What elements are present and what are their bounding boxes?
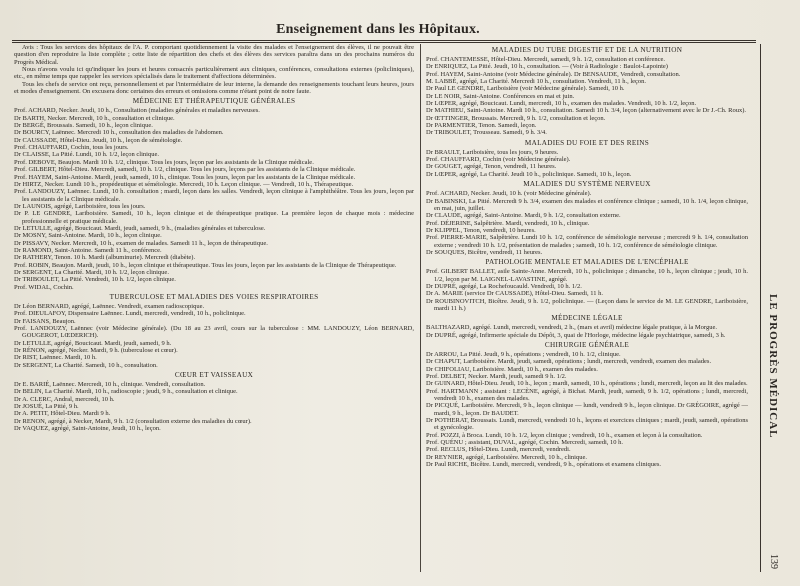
- section-heading: CŒUR ET VAISSEAUX: [174, 371, 254, 380]
- schedule-entry: Prof. QUÉNU ; assistant, DUVAL, agrégé, Cochin. Mercredi, samedi, 10 h.: [426, 439, 624, 447]
- schedule-entry: Prof. CHANTEMESSE, Hôtel-Dieu. Mercredi, samedi, 9 h. 1/2, consultation et conférence.: [426, 56, 665, 63]
- column-divider: [420, 44, 421, 572]
- schedule-entry: Dr CHAPUT, Lariboisière. Mardi, jeudi, samedi, opérations ; lundi, mercredi, vendredi, examen des malades.: [426, 358, 712, 366]
- schedule-entry: Dr MATHIEU, Saint-Antoine. Mardi 10 h., consultation. Samedi 10 h. 3/4, leçon (alternativement avec le Dr J.-Ch. Roux).: [426, 107, 747, 115]
- schedule-entry: Dr LETULLE, agrégé, Boucicaut. Mardi, jeudi, samedi, 9 h., (maladies générales et tuberculose.: [14, 224, 266, 232]
- schedule-entry: Dr MOSNY, Saint-Antoine. Mardi, 10 h., leçon clinique.: [14, 232, 162, 240]
- schedule-entry: Dr RATHERY, Tenon. 10 h. Mardi (albuminurie). Mercredi (diabète).: [14, 254, 196, 262]
- section: [426, 258, 748, 312]
- side-margin: [760, 44, 787, 572]
- schedule-entry: Dr SERGENT, La Charité. Mardi, 10 h. 1/2, leçon clinique.: [14, 268, 169, 276]
- schedule-entry: Dr REYNIER, agrégé, Lariboisière. Mercredi, 10 h., clinique.: [426, 453, 588, 461]
- schedule-entry: Dr DUPRÉ, agrégé, Infirmerie spéciale du Dépôt, 3, quai de l'Horloge, médecine légale psychiatrique, samedi, 3 h.: [426, 331, 726, 339]
- schedule-entry: Prof. LANDOUZY, Laënnec (voir Médecine générale). (Du 18 au 23 avril, cours sur la tuberculose : MM. LANDOUZY, Léon BERNARD, GOUGEROT, LŒDERICH).: [14, 325, 414, 340]
- title-rule: [12, 40, 756, 41]
- section-heading: MALADIES DU TUBE DIGESTIF ET DE LA NUTRITION: [491, 46, 683, 54]
- schedule-entry: Dr BOURCY, Laënnec. Mercredi 10 h., consultation des maladies de l'abdomen.: [14, 129, 224, 137]
- right-column: [426, 44, 748, 574]
- schedule-entry: Dr RAMOND, Saint-Antoine. Samedi 11 h., conférence.: [14, 246, 162, 254]
- section-heading: PATHOLOGIE MENTALE ET MALADIES DE L'ENCÉPHALE: [485, 258, 689, 267]
- section-heading: MÉDECINE ET THÉRAPEUTIQUE GÉNÉRALES: [132, 97, 296, 106]
- left-column: [14, 44, 414, 574]
- section: [426, 46, 748, 137]
- schedule-entry: Dr SOUQUES, Bicêtre, vendredi, 11 heures.: [426, 248, 543, 256]
- schedule-entry: Dr GUINARD, Hôtel-Dieu. Jeudi, 10 h., leçon ; mardi, samedi, 10 h., opérations ; lundi, mercredi, leçon au lit des malades.: [426, 380, 748, 388]
- schedule-entry: Prof. DÉJERINE, Salpêtrière. Mardi, vendredi, 10 h., clinique.: [426, 219, 590, 227]
- schedule-entry: Prof. GILBERT BALLET, asile Sainte-Anne. Mercredi, 10 h., policlinique ; dimanche, 10 h., leçon clinique ; jeudi, 10 h. 1/2, leçon par M. LAIGNEL-LAVASTINE, agrégé.: [426, 268, 748, 283]
- schedule-entry: Prof. DELBET, Necker. Mardi, jeudi, samedi 9 h. 1/2.: [426, 373, 567, 381]
- schedule-entry: Dr CLAUDE, agrégé, Saint-Antoine. Mardi, 9 h. 1/2, consultation externe.: [426, 212, 621, 220]
- schedule-entry: Dr VAQUEZ, agrégé, Saint-Antoine, Jeudi, 10 h., leçon.: [14, 425, 161, 433]
- schedule-entry: Dr PARMENTIER, Tenon. Samedi, leçon.: [426, 122, 537, 130]
- schedule-entry: Dr LAUNOIS, agrégé, Lariboisière, tous les jours.: [14, 202, 146, 210]
- schedule-entry: Dr Paul RICHE, Bicêtre. Lundi, mercredi, vendredi, 9 h., opérations et examens cliniques.: [426, 461, 662, 469]
- intro-paragraph: Avis : Tous les services des hôpitaux de l'A. P. comportant quotidiennement la visite des malades et l'enseignement des élèves, il ne pouvait être question d'en reproduire la liste complète ; cette liste de répartition des chefs et des élèves des services paraîtra dans un des prochains numéros du Progrès Médical.: [14, 44, 414, 66]
- schedule-entry: Dr LE NOIR, Saint-Antoine. Conférences en mai et juin.: [426, 92, 575, 100]
- schedule-entry: Dr TRIBOULET, Trousseau. Samedi, 9 h. 3/4.: [426, 129, 547, 137]
- schedule-entry: Dr ENRIQUEZ, La Pitié. Jeudi, 10 h., consultation. — (Voir à Radiologie : Baulot-Lapointe): [426, 63, 668, 71]
- schedule-entry: Dr BRAULT, Lariboisière, tous les jours, 9 heures.: [426, 148, 559, 156]
- schedule-entry: Prof. HAYEM, Saint-Antoine. Mardi, jeudi, samedi, 10 h., clinique. Tous les jours, leçon par les assistants de la Clinique médicale.: [14, 173, 356, 181]
- schedule-entry: Dr TRIBOULET, La Pitié. Vendredi, 10 h. 1/2, leçon clinique.: [14, 276, 176, 284]
- schedule-entry: Dr RÉNON, agrégé, Necker. Mardi, 9 h. (tuberculose et cœur).: [14, 347, 178, 355]
- schedule-entry: Dr A. PETIT, Hôtel-Dieu. Mardi 9 h.: [14, 410, 111, 418]
- schedule-entry: Prof. PIERRE-MARIE, Salpêtrière. Lundi 10 h. 1/2, conférence de séméiologie nerveuse ; mercredi 9 h. 1/4, consultation externe ; vendredi 10 h. 1/2, présentation de malades ; samedi, 10 h. 1/2, conférence de séméiologie clinique.: [426, 234, 748, 249]
- schedule-entry: Dr FAISANS, Beaujon.: [14, 317, 76, 325]
- section-heading: MÉDECINE LÉGALE: [551, 314, 623, 323]
- schedule-entry: Prof. ROBIN, Beaujon. Mardi, jeudi, 10 h., leçon clinique et thérapeutique. Tous les jours, leçon par les assistants de la Clinique de Thérapeutique.: [14, 261, 397, 269]
- schedule-entry: Dr PICQUÉ, Lariboisière. Mercredi, 9 h., leçon clinique — lundi, vendredi 9 h., leçon clinique. Dr GRÉGOIRE, agrégé — mardi, 9 h., leçon. Dr BAUDET.: [426, 402, 748, 417]
- section-heading: MALADIES DU FOIE ET DES REINS: [524, 138, 650, 147]
- schedule-entry: Prof. POZZI, à Broca. Lundi, 10 h. 1/2, leçon clinique ; vendredi, 10 h., examen et leçon à la consultation.: [426, 431, 703, 439]
- schedule-entry: Dr CAUSSADE, Hôtel-Dieu. Jeudi, 10 h., leçon de séméiologie.: [14, 136, 183, 144]
- section: [426, 314, 748, 339]
- schedule-entry: Prof. GILBERT, Hôtel-Dieu. Mercredi, samedi, 10 h. 1/2, clinique. Tous les jours, leçons par les assistants de la Clinique médicale.: [14, 166, 356, 174]
- schedule-entry: Dr LŒPER, agrégé, Boucicaut. Lundi, mercredi, 10 h., examen des malades. Vendredi, 10 h. 1/2, leçon.: [426, 100, 697, 108]
- schedule-entry: Prof. CHAUFFARD, Cochin, tous les jours.: [14, 144, 129, 152]
- schedule-entry: Prof. HARTMANN ; assistant : LECÈNE, agrégé, à Bichat. Mardi, jeudi, samedi, 9 h. 1/2, opérations ; lundi, mercredi, vendredi 10 h., examen des malades.: [426, 387, 748, 403]
- section: [426, 341, 748, 469]
- schedule-entry: Prof. RECLUS, Hôtel-Dieu. Lundi, mercredi, vendredi.: [426, 446, 571, 454]
- left-sections: [14, 97, 414, 432]
- title-rule-double: [12, 42, 756, 43]
- schedule-entry: Dr POTHERAT, Broussais. Lundi, mercredi, vendredi 10 h., leçons et exercices cliniques ; mardi, jeudi, samedi, opérations et gynécologie.: [426, 417, 748, 432]
- section: [14, 97, 414, 291]
- intro-paragraph: Tous les chefs de service ont reçu, personnellement et par l'intermédiaire de leur interne, la demande des renseignements touchant leurs heures, jours et modes d'enseignement. On excusera donc certaines des erreurs et omissions comme n'étant point de notre faute.: [14, 80, 414, 96]
- schedule-entry: Dr ŒTTINGER, Broussais. Mercredi, 9 h. 1/2, consultation et leçon.: [426, 114, 606, 122]
- page-number: 139: [768, 554, 779, 569]
- journal-name: LE PROGRÈS MÉDICAL: [767, 294, 779, 439]
- section-heading: MALADIES DU SYSTÈME NERVEUX: [523, 180, 651, 189]
- schedule-entry: Dr CLAISSE, La Pitié. Lundi, 10 h. 1/2, leçon clinique.: [14, 151, 159, 159]
- schedule-entry: BALTHAZARD, agrégé. Lundi, mercredi, vendredi, 2 h., (mars et avril) médecine légale pratique, à la Morgue.: [426, 324, 717, 332]
- section: [426, 139, 748, 178]
- schedule-entry: Dr CHIFOLIAU, Lariboisière. Mardi, 10 h., examen des malades.: [426, 365, 598, 373]
- schedule-entry: Prof. WIDAL, Cochin.: [14, 283, 74, 291]
- schedule-entry: Dr ARROU, La Pitié. Jeudi, 9 h., opérations ; vendredi, 10 h. 1/2, clinique.: [426, 351, 621, 358]
- schedule-entry: Dr HIRTZ, Necker. Lundi 10 h., propédeutique et séméiologie. Mercredi, 10 h. Leçon clinique. — Vendredi, 10 h., Thérapeutique.: [14, 180, 354, 188]
- schedule-entry: Dr GOUGET, agrégé, Tenon, vendredi, 11 heures.: [426, 163, 557, 171]
- page-title: Enseignement dans les Hôpitaux.: [276, 22, 480, 37]
- right-sections: [426, 46, 748, 469]
- schedule-entry: Dr BELIN, La Charité. Mardi, 10 h., radioscopie ; jeudi, 9 h., consultation et clinique.: [14, 388, 238, 396]
- schedule-entry: Dr LŒPER, agrégé, La Charité. Jeudi 10 h., policlinique. Samedi, 10 h., leçon.: [426, 170, 632, 178]
- schedule-entry: Dr SERGENT, La Charité. Samedi, 10 h., consultation.: [14, 361, 158, 369]
- section: [426, 180, 748, 256]
- intro-paragraph: Nous n'avons voulu ici qu'indiquer les jours et heures consacrés particulièrement aux cliniques, conférences, consultations externes (policliniques), etc., en même temps que rappeler les services spécialisés dans le traitement d'affections déterminées.: [14, 66, 414, 81]
- schedule-entry: Dr BABINSKI, La Pitié. Mercredi 9 h. 3/4, examen des malades et conférence clinique ; samedi, 10 h. 1/4, leçon clinique, en mai, juin, juillet.: [426, 197, 748, 212]
- intro-block: [14, 44, 414, 95]
- schedule-entry: Dr BERGÉ, Broussais. Samedi, 10 h., leçon clinique.: [14, 122, 153, 130]
- schedule-entry: Dr ROUBINOVITCH, Bicêtre. Jeudi, 9 h. 1/2, policlinique. — (Leçon dans le service de M. LE GENDRE, Lariboisière, mardi 11 h.): [426, 297, 748, 312]
- schedule-entry: Dr P. LE GENDRE, Lariboisière. Samedi, 10 h., leçon clinique et de thérapeutique pratique. La première leçon de chaque mois : médecine professionnelle et pratique médicale.: [14, 210, 414, 225]
- section-heading: CHIRURGIE GÉNÉRALE: [544, 341, 630, 349]
- schedule-entry: Dr Paul LE GENDRE, Lariboisière (voir Médecine générale). Samedi, 10 h.: [426, 85, 625, 93]
- schedule-entry: Prof. DIEULAFOY, Dispensaire Laënnec. Lundi, mercredi, vendredi, 10 h., policlinique.: [14, 310, 246, 318]
- schedule-entry: Dr PISSAVY, Necker. Mercredi, 10 h., examen de malades. Samedi 11 h., leçon de thérapeutique.: [14, 239, 268, 247]
- schedule-entry: Dr RIST, Laënnec. Mardi, 10 h.: [14, 354, 97, 362]
- section: [14, 371, 414, 432]
- schedule-entry: Dr RENON, agrégé, à Necker, Mardi, 9 h. 1/2 (consultation externe des maladies du cœur).: [14, 417, 252, 425]
- schedule-entry: Prof. DEBOVE, Beaujon. Mardi 10 h. 1/2, clinique. Tous les jours, leçon par les assistants de la Clinique médicale.: [14, 158, 314, 166]
- schedule-entry: M. LABBÉ, agrégé, La Charité. Mercredi 10 h., consultation. Vendredi, 11 h., leçon.: [426, 78, 647, 86]
- schedule-entry: Dr LETULLE, agrégé, Boucicaut. Mardi, jeudi, samedi, 9 h.: [14, 339, 172, 347]
- schedule-entry: Dr Léon BERNARD, agrégé, Laënnec. Vendredi, examen radioscopique.: [14, 303, 205, 310]
- schedule-entry: Prof. LANDOUZY, Laënnec. Lundi, 10 h. consultation ; mardi, leçon dans les salles. Vendredi, leçon clinique à l'amphithéâtre. Tous les jours, leçon par les assistants de la Clinique médicale.: [14, 188, 414, 203]
- section-heading: TUBERCULOSE ET MALADIES DES VOIES RESPIRATOIRES: [109, 293, 319, 301]
- schedule-entry: Prof. CHAUFFARD, Cochin (voir Médecine générale).: [426, 156, 571, 164]
- schedule-entry: Prof. ACHARD, Necker. Jeudi, 10 h. (voir Médecine générale).: [426, 190, 592, 198]
- section: [14, 293, 414, 369]
- schedule-entry: Prof. HAYEM, Saint-Antoine (voir Médecine générale). Dr BENSAUDE, Vendredi, consultation.: [426, 70, 681, 78]
- schedule-entry: Dr A. CLERC, Andral, mercredi, 10 h.: [14, 395, 115, 403]
- schedule-entry: Dr DUPRÉ, agrégé, La Rochefoucauld. Vendredi, 10 h. 1/2.: [426, 282, 582, 290]
- schedule-entry: Dr A. MARIE (service Dr CAUSSADE), Hôtel-Dieu. Samedi, 11 h.: [426, 290, 604, 298]
- schedule-entry: Dr JOSUÉ, La Pitié, 9 h.: [14, 403, 79, 411]
- schedule-entry: Prof. ACHARD, Necker. Jeudi, 10 h., Consultation (maladies générales et maladies nerveuses.: [14, 107, 260, 115]
- schedule-entry: Dr KLIPPEL, Tenon, vendredi, 10 heures.: [426, 226, 536, 234]
- schedule-entry: Dr BARTH, Necker. Mercredi, 10 h., consultation et clinique.: [14, 114, 175, 122]
- schedule-entry: Dr E. BARIÉ, Laënnec. Mercredi, 10 h., clinique. Vendredi, consultation.: [14, 381, 206, 389]
